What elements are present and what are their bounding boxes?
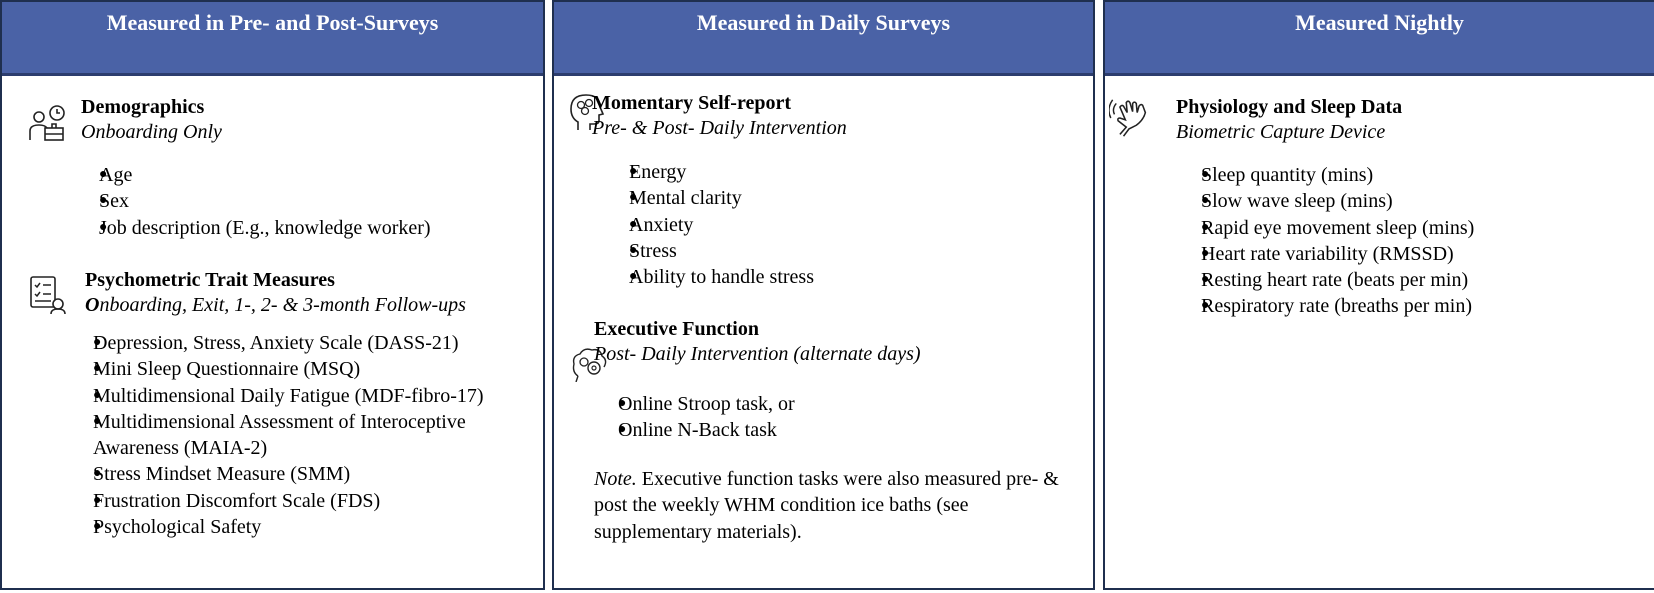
section-subtitle-executive: Post- Daily Intervention (alternate days) [594,343,921,365]
list-item: ● Respiratory rate (breaths per min) [1176,293,1474,319]
list-item: ● Mental clarity [604,185,814,211]
section-title-momentary: Momentary Self-report [592,92,792,114]
list-item: ● Job description (E.g., knowledge worker) [55,215,431,241]
list-item: ● Slow wave sleep (mins) [1176,188,1474,214]
section-subtitle-physiology: Biometric Capture Device [1176,121,1386,143]
list-item: ● Online N-Back task [594,417,795,443]
section-subtitle-demographics: Onboarding Only [81,121,222,143]
list-item: ● Age [55,162,431,188]
list-item: ● Multidimensional Assessment of Interoceptive Awareness (MAIA-2) [51,409,493,462]
list-item: ● Psychological Safety [51,514,521,540]
list-item: ● Frustration Discomfort Scale (FDS) [51,488,521,514]
subtitle-lead-letter: O [85,294,100,316]
wrist-wave-icon [1109,98,1149,138]
list-item: ● Sex [55,188,431,214]
list-item: ● Energy [604,159,814,185]
column-pre-post-surveys [0,0,545,590]
section-subtitle-momentary: Pre- & Post- Daily Intervention [592,117,847,139]
list-item: ● Anxiety [604,212,814,238]
note-text: Executive function tasks were also measured pre- & post the weekly WHM condition ice baths (see supplementary materials). [594,468,1059,543]
list-item: ● Sleep quantity (mins) [1176,162,1474,188]
list-item: ● Stress Mindset Measure (SMM) [51,461,521,487]
section-title-psychometric: Psychometric Trait Measures [85,269,335,291]
list-item: ● Stress [604,238,814,264]
list-item: ● Resting heart rate (beats per min) [1176,267,1474,293]
column-daily-surveys [552,0,1095,590]
checklist-icon [28,274,68,314]
demographics-icon [28,104,68,144]
physiology-list [1176,162,1474,320]
list-item: ● Rapid eye movement sleep (mins) [1176,215,1474,241]
column-nightly [1103,0,1654,590]
psychometric-list [51,330,521,540]
subtitle-rest: nboarding, Exit, 1-, 2- & 3-month Follow-ups [99,294,466,316]
note-label: Note. [594,468,637,490]
executive-note [594,466,1064,545]
list-item: ● Online Stroop task, or [594,391,795,417]
list-item: ● Multidimensional Daily Fatigue (MDF-fibro-17) [51,383,521,409]
list-item: ● Depression, Stress, Anxiety Scale (DASS-21) [51,330,521,356]
executive-list [594,391,795,444]
list-item: ● Ability to handle stress [604,264,814,290]
momentary-list [604,159,814,290]
list-item: ● Heart rate variability (RMSSD) [1176,241,1474,267]
column-header: Measured in Daily Surveys [554,2,1093,76]
section-title-demographics: Demographics [81,96,205,118]
list-item: ● Mini Sleep Questionnaire (MSQ) [51,356,521,382]
section-title-physiology: Physiology and Sleep Data [1176,96,1403,118]
column-header: Measured Nightly [1105,2,1654,76]
section-title-executive: Executive Function [594,318,759,340]
demographics-list [55,162,431,241]
column-header: Measured in Pre- and Post-Surveys [2,2,543,76]
section-subtitle-psychometric [85,294,466,317]
